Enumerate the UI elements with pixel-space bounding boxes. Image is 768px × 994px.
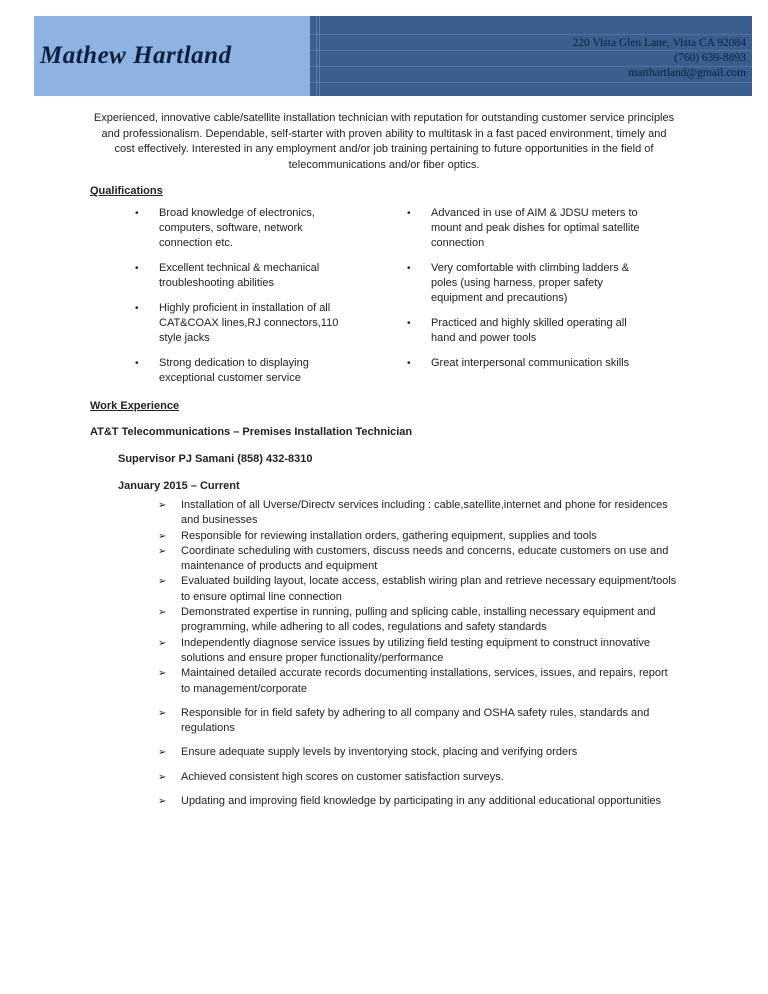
arrow-bullet-icon: ➢ <box>158 530 167 542</box>
duty-item: ➢ Achieved consistent high scores on customer satisfaction surveys. <box>158 770 678 785</box>
duty-item: ➢ Updating and improving field knowledge by participating in any additional educational opportunities <box>158 794 678 809</box>
qualification-item: • Highly proficient in installation of all CAT&COAX lines,RJ connectors,110 style jacks <box>135 302 339 344</box>
bullet-icon: • <box>135 358 139 369</box>
qualifications-right-column <box>407 206 647 381</box>
header-banner <box>34 16 752 96</box>
arrow-bullet-icon: ➢ <box>158 576 167 588</box>
bullet-icon: • <box>135 263 139 274</box>
duty-item: ➢ Independently diagnose service issues by utilizing field testing equipment to construct innovative solutions and ensure proper functionality/performance <box>158 636 650 664</box>
bullet-icon: • <box>135 208 139 219</box>
duty-item: ➢ Evaluated building layout, locate access, establish wiring plan and retrieve necessary equipment/tools to ensure optimal line connection <box>158 575 677 603</box>
duty-item: ➢ Responsible for reviewing installation orders, gathering equipment, supplies and tools <box>158 529 678 544</box>
job-title: AT&T Telecommunications – Premises Installation Technician <box>90 426 413 438</box>
duties-list <box>158 498 678 809</box>
duty-item: ➢ Ensure adequate supply levels by inventorying stock, placing and verifying orders <box>158 745 678 760</box>
qualification-item: • Advanced in use of AIM & JDSU meters to mount and peak dishes for optimal satellite connection <box>407 207 640 249</box>
qualifications-heading: Qualifications <box>90 185 163 197</box>
arrow-bullet-icon: ➢ <box>158 707 167 719</box>
arrow-bullet-icon: ➢ <box>158 637 167 649</box>
bullet-icon: • <box>407 263 411 274</box>
bullet-icon: • <box>407 318 411 329</box>
qualifications-left-column <box>135 206 355 396</box>
qualification-item: • Very comfortable with climbing ladders & poles (using harness, proper safety equipment and precautions) <box>407 262 630 304</box>
arrow-bullet-icon: ➢ <box>158 747 167 759</box>
arrow-bullet-icon: ➢ <box>158 668 167 680</box>
qualification-item: • Strong dedication to displaying exceptional customer service <box>135 357 309 384</box>
arrow-bullet-icon: ➢ <box>158 796 167 808</box>
bullet-icon: • <box>407 208 411 219</box>
arrow-bullet-icon: ➢ <box>158 607 167 619</box>
arrow-bullet-icon: ➢ <box>158 545 167 557</box>
supervisor-info: Supervisor PJ Samani (858) 432-8310 <box>118 453 313 465</box>
phone: (760) 639-8893 <box>674 52 746 64</box>
duty-item: ➢ Responsible for in field safety by adhering to all company and OSHA safety rules, standards and regulations <box>158 706 650 735</box>
header-right-panel <box>310 16 752 96</box>
arrow-bullet-icon: ➢ <box>158 771 167 783</box>
employment-dates: January 2015 – Current <box>118 480 240 492</box>
bullet-icon: • <box>135 303 139 314</box>
candidate-name: Mathew Hartland <box>40 42 232 69</box>
duty-item: ➢ Demonstrated expertise in running, pulling and splicing cable, installing necessary equipment and programming, while adhering to all codes, regulations and safety standards <box>158 606 656 634</box>
header-left-panel <box>34 16 310 96</box>
email[interactable]: matthartland@gmail.com <box>628 67 746 79</box>
qualification-item: • Great interpersonal communication skills <box>407 357 630 369</box>
work-experience-heading: Work Experience <box>90 400 180 412</box>
qualification-item: • Excellent technical & mechanical troubleshooting abilities <box>135 262 320 289</box>
duty-item: ➢ Maintained detailed accurate records documenting installations, services, issues, and repairs, report to management/corporate <box>158 667 668 695</box>
address: 220 Vista Glen Lane, Vista CA 92084 <box>572 37 746 49</box>
qualification-item: • Broad knowledge of electronics, computers, software, network connection etc. <box>135 207 315 249</box>
duty-item: ➢ Coordinate scheduling with customers, discuss needs and concerns, educate customers on use and maintenance of products and equipment <box>158 544 669 573</box>
arrow-bullet-icon: ➢ <box>158 500 167 511</box>
contact-info <box>572 36 746 81</box>
bullet-icon: • <box>407 358 411 369</box>
summary-paragraph: Experienced, innovative cable/satellite installation technician with reputation for outstanding customer service principles and professionalism. Dependable, self-starter with proven ability to multitask in a fast paced environment, timely and cost effectively. Interested in any employment and/or job training pertaining to future opportunities in the field of telecommunications and/or fiber optics. <box>93 112 675 171</box>
qualification-item: • Practiced and highly skilled operating all hand and power tools <box>407 317 627 344</box>
duty-item: ➢ Installation of all Uverse/Directv services including : cable,satellite,internet and phone for residences and businesses <box>158 499 668 527</box>
